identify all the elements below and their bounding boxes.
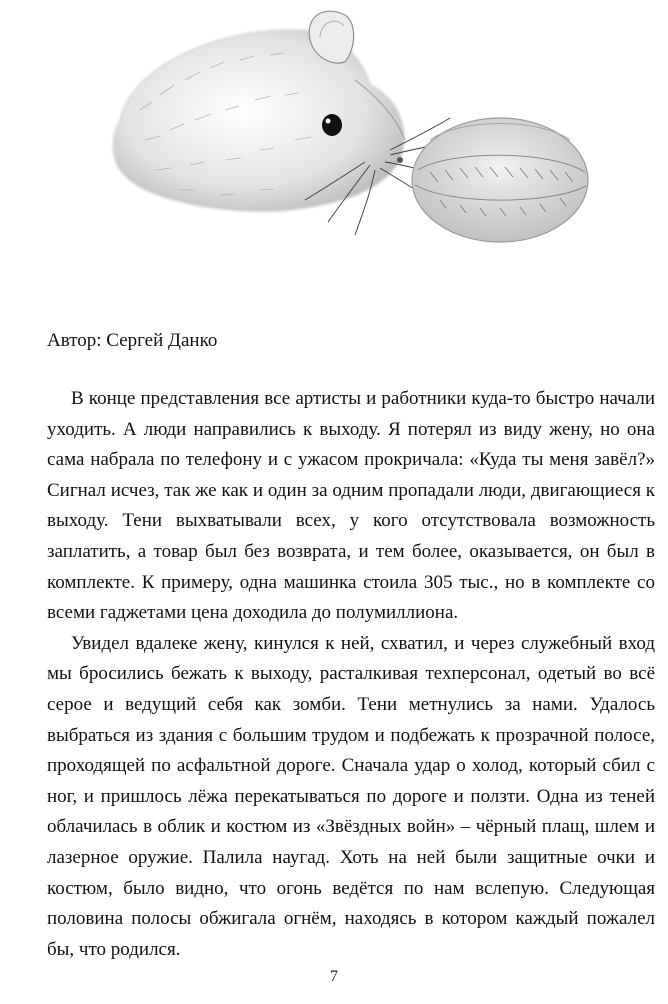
mouse-nut-illustration: [100, 0, 620, 290]
story-text: [47, 384, 655, 965]
paragraph-2: Увидел вдалеке жену, кинулся к ней, схватил, и через служебный вход мы бросились бежать к выходу, расталкивая техперсонал, одетый во всё серое и ведущий себя как зомби. Тени метнулись за нами. Удалось выбраться из здания с большим трудом и подбежать к прозрачной полосе, проходящей по асфальтной дороге. Сначала удар о холод, который сбил с ног, и пришлось лёжа перекатываться по дороге и ползти. Одна из теней облачилась в облик и костюм из «Звёздных войн» – чёрный плащ, шлем и лазерное оружие. Палила наугад. Хоть на ней были защитные очки и костюм, было видно, что огонь ведётся по нам вслепую. Следующая половина полосы обжигала огнём, находясь в котором каждый пожалел бы, что родился.: [47, 632, 655, 960]
page-number: 7: [330, 968, 338, 985]
paragraph-1: В конце представления все артисты и работники куда-то быстро начали уходить. А люди направились к выходу. Я потерял из виду жену, но она сама набрала по телефону и с ужасом прокричала: «Куда ты меня завёл?» Сигнал исчез, так же как и один за одним пропадали люди, двигающиеся к выходу. Тени выхватывали всех, у кого отсутствовала возможность заплатить, а товар был без возврата, и тем более, оказывается, он был в комплекте. К примеру, одна машинка стоила 305 тыс., но в комплекте со всеми гаджетами цена доходила до полумиллиона.: [47, 388, 655, 624]
nut-figure: [412, 118, 588, 242]
mouse-figure: [113, 11, 460, 235]
author-line: Автор: Сергей Данко: [47, 330, 218, 351]
